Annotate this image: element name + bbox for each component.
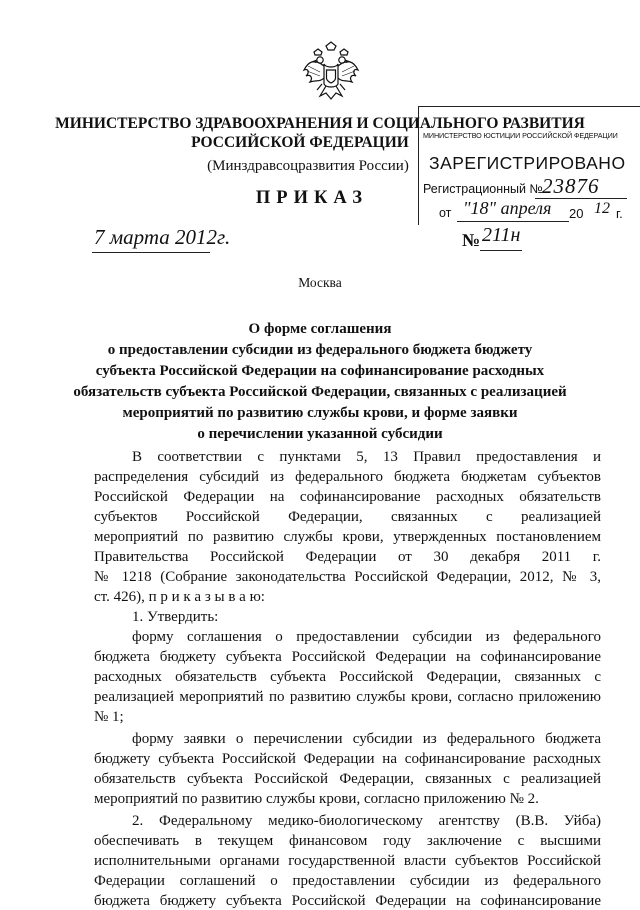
- order-number-underline: [480, 250, 522, 251]
- order-number-label: №: [462, 230, 481, 250]
- order-date-underline: [92, 252, 210, 253]
- body-line: Правительства Российской Федерации от 30 декабря 2011 г.: [94, 549, 601, 565]
- body-line: мероприятий по развитию службы крови, утвержденных постановлением: [94, 529, 601, 545]
- body-line: В соответствии с пунктами 5, 13 Правил предоставления и: [132, 449, 601, 465]
- stamp-year-prefix: 20: [569, 206, 584, 221]
- title-line: субъекта Российской Федерации на софинансирование расходных: [95, 363, 545, 379]
- body-line: бюджета бюджету субъекта Российской Федерации на софинансирование: [94, 893, 601, 909]
- ministry-name-line1: МИНИСТЕРСТВО ЗДРАВООХРАНЕНИЯ И СОЦИАЛЬНОГО РАЗВИТИЯ: [55, 115, 585, 132]
- body-line: бюджета бюджету субъекта Российской Федерации на софинансирование: [94, 649, 601, 665]
- stamp-year: 12: [594, 200, 610, 217]
- body-line: 2. Федеральному медико-биологическому агентству (В.В. Уйба): [132, 813, 601, 829]
- body-line: бюджету субъекта Российской Федерации на софинансирование расходных: [94, 751, 601, 767]
- stamp-date-day-month: [463, 198, 551, 219]
- body-line: расходных обязательств субъекта Российской Федерации, связанных с: [94, 669, 601, 685]
- body-line: 1. Утвердить:: [132, 609, 219, 625]
- stamp-reg-label: Регистрационный №: [423, 182, 543, 196]
- body-line: ст. 426), п р и к а з ы в а ю:: [94, 589, 265, 605]
- stamp-date-day: "18": [463, 198, 497, 218]
- body-line: Российской Федерации на софинансирование расходных обязательств: [94, 489, 601, 505]
- title-line: о перечислении указанной субсидии: [197, 426, 443, 442]
- stamp-date-month: апреля: [500, 198, 552, 218]
- stamp-reg-number: 23876: [542, 174, 600, 198]
- stamp-registered-text: ЗАРЕГИСТРИРОВАНО: [429, 153, 626, 173]
- body-line: форму заявки о перечислении субсидии из федерального бюджета: [132, 731, 601, 747]
- document-type-heading: ПРИКАЗ: [255, 188, 369, 208]
- title-line: О форме соглашения: [248, 321, 392, 337]
- title-line: обязательств субъекта Российской Федерации, связанных с реализацией: [73, 384, 567, 400]
- registration-stamp: [418, 106, 640, 225]
- body-line: распределения субсидий из федерального бюджета бюджетам субъектов: [94, 469, 601, 485]
- title-line: о предоставлении субсидии из федерального бюджета бюджету: [107, 342, 533, 358]
- body-line: обеспечивать в текущем финансовом году заключение с высшими: [94, 833, 601, 849]
- stamp-ministry-text: МИНИСТЕРСТВО ЮСТИЦИИ РОССИЙСКОЙ ФЕДЕРАЦИИ: [423, 131, 618, 140]
- stamp-date-underline: [457, 221, 569, 222]
- order-date-handwritten: 7 марта 2012г.: [94, 225, 231, 249]
- body-line: реализацией мероприятий по развитию службы крови, согласно приложению: [94, 689, 601, 705]
- stamp-date-suffix: г.: [616, 206, 623, 221]
- city-name: Москва: [298, 275, 342, 290]
- body-line: исполнительными органами государственной власти субъектов Российской: [94, 853, 601, 869]
- stamp-date-prefix: от: [439, 206, 452, 220]
- order-number-handwritten: 211н: [482, 224, 521, 246]
- title-line: мероприятий по развитию службы крови, и форме заявки: [122, 405, 518, 421]
- body-line: Федерации соглашений о предоставлении субсидии из федерального: [94, 873, 601, 889]
- body-line: мероприятий по развитию службы крови, согласно приложению № 2.: [94, 791, 539, 807]
- ministry-name-line2: РОССИЙСКОЙ ФЕДЕРАЦИИ: [191, 134, 409, 151]
- coat-of-arms-emblem: [302, 40, 360, 104]
- body-line: № 1218 (Собрание законодательства Российской Федерации, 2012, № 3,: [94, 569, 601, 585]
- body-line: форму соглашения о предоставлении субсидии из федерального: [132, 629, 601, 645]
- ministry-short-name: (Минздравсоцразвития России): [207, 158, 409, 174]
- body-line: субъектов Российской Федерации, связанных с реализацией: [94, 509, 601, 525]
- body-line: обязательств субъекта Российской Федерации, связанных с реализацией: [94, 771, 601, 787]
- body-line: № 1;: [94, 709, 124, 725]
